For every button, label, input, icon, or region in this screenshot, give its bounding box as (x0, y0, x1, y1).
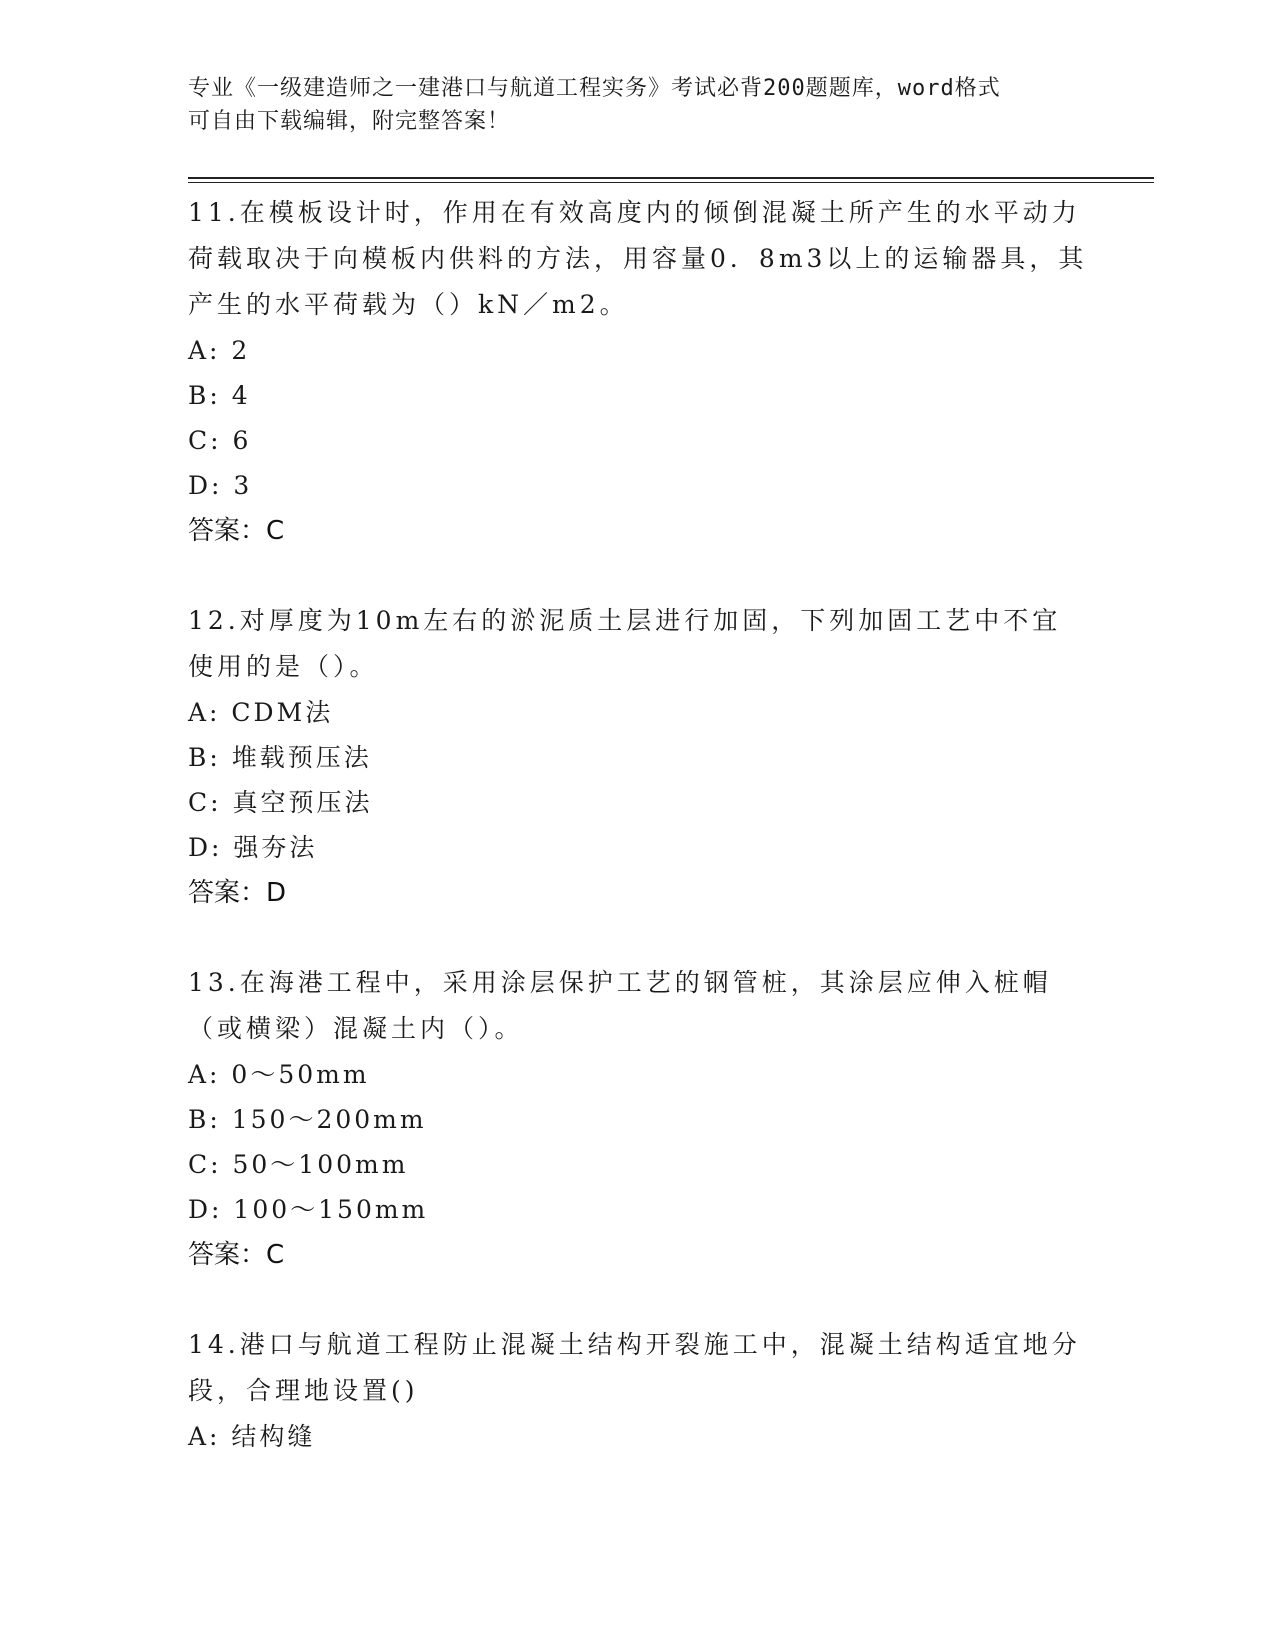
question-item (188, 960, 1088, 1278)
option-a: A: 2 (188, 336, 251, 365)
option-d: D: 3 (188, 471, 253, 500)
question-item (188, 598, 1088, 916)
header-line-2: 可自由下载编辑，附完整答案！ (188, 109, 511, 134)
question-list (188, 190, 1088, 1503)
option-a: A: 结构缝 (188, 1422, 316, 1451)
question-stem: 13.在海港工程中，采用涂层保护工艺的钢管桩，其涂层应伸入桩帽（或横梁）混凝土内（）。 (188, 968, 1052, 1043)
option-c: C: 50～100mm (188, 1150, 409, 1179)
option-b: B: 4 (188, 381, 251, 410)
question-stem: 14.港口与航道工程防止混凝土结构开裂施工中，混凝土结构适宜地分段，合理地设置() (188, 1330, 1081, 1405)
option-a: A: CDM法 (188, 698, 334, 727)
question-stem: 12.对厚度为10m左右的淤泥质土层进行加固，下列加固工艺中不宜使用的是（）。 (188, 606, 1062, 681)
header-divider (188, 177, 1154, 179)
option-a: A: 0～50mm (188, 1060, 370, 1089)
option-c: C: 6 (188, 426, 252, 455)
option-d: D: 强夯法 (188, 833, 318, 862)
option-c: C: 真空预压法 (188, 788, 373, 817)
header-line-1: 专业《一级建造师之一建港口与航道工程实务》考试必背200题题库，word格式 (188, 76, 1001, 101)
option-d: D: 100～150mm (188, 1195, 429, 1224)
question-item (188, 1322, 1088, 1459)
header-divider-thin (188, 182, 1154, 183)
option-b: B: 150～200mm (188, 1105, 427, 1134)
answer-line: 答案：D (188, 878, 287, 908)
answer-line: 答案：C (188, 1240, 285, 1270)
option-b: B: 堆载预压法 (188, 743, 372, 772)
document-header (188, 72, 1068, 138)
question-item (188, 190, 1088, 554)
question-stem: 11.在模板设计时，作用在有效高度内的倾倒混凝土所产生的水平动力荷载取决于向模板内供料的方法，用容量0．8m3以上的运输器具，其产生的水平荷载为（）kN／m2。 (188, 198, 1088, 319)
answer-line: 答案：C (188, 516, 285, 546)
